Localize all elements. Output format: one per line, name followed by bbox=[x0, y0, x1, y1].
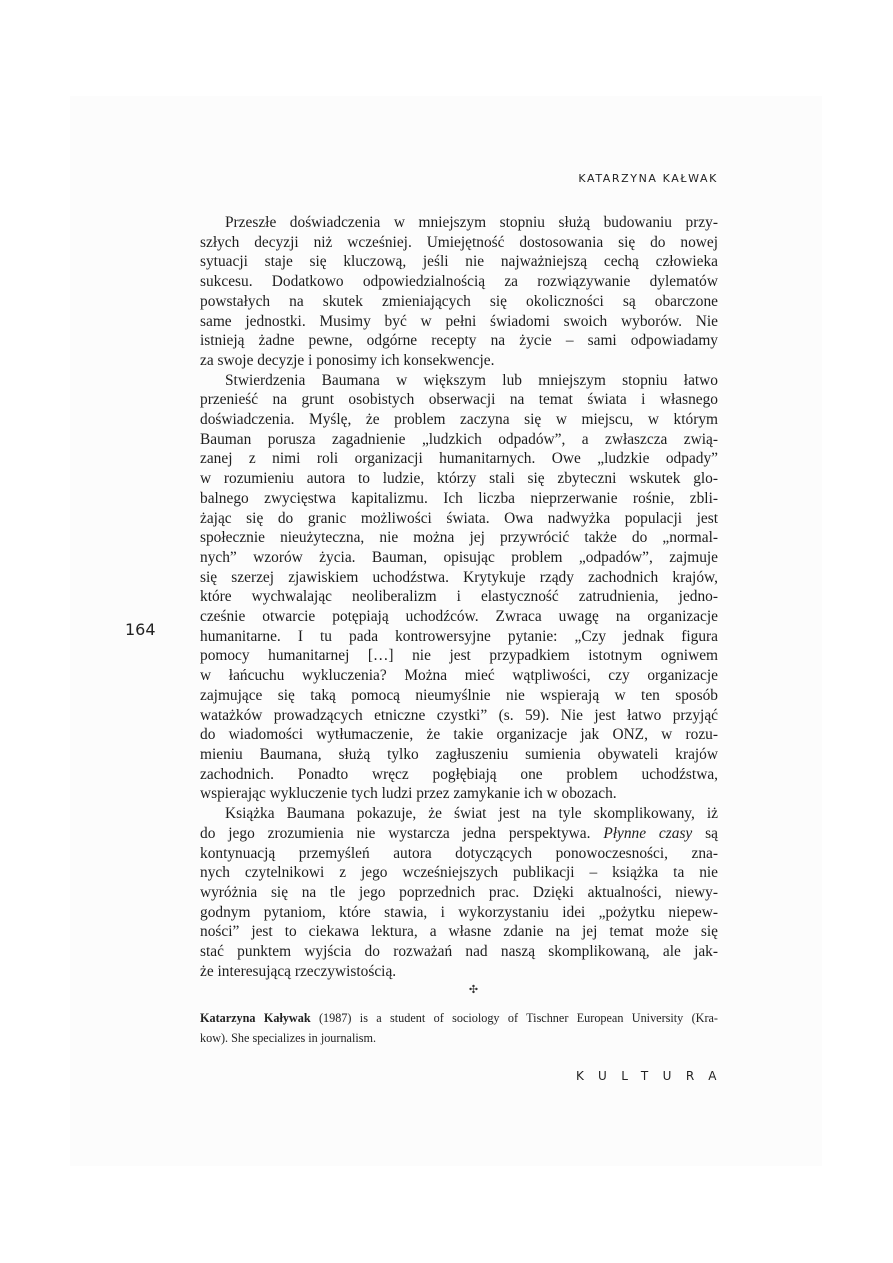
text-line: zachodnich. Ponadto wręcz pogłębiają one problem uchodźstwa, bbox=[200, 765, 718, 783]
text-line: mieniu Baumana, służą tylko zagłuszeniu sumienia obywateli krajów bbox=[200, 745, 718, 763]
text-line: sytuacji staje się kluczową, jeśli nie najważniejszą cechą człowieka bbox=[200, 253, 718, 271]
text-line-with-title bbox=[200, 824, 718, 844]
text-line: zajmujące się taką pomocą nieumyślnie nie wspierają w ten sposób bbox=[200, 686, 718, 704]
text-fragment: są bbox=[705, 824, 718, 842]
text-line: powstałych na skutek zmieniających się okoliczności są obarczone bbox=[200, 292, 718, 310]
text-line: watażków prowadzących etniczne czystki” (s. 59). Nie jest łatwo przyjąć bbox=[200, 706, 718, 724]
text-line: Przeszłe doświadczenia w mniejszym stopniu służą budowaniu przy- bbox=[225, 214, 718, 231]
text-fragment: do jego zrozumienia nie wystarcza jedna perspektywa. bbox=[200, 824, 591, 842]
text-line: istnieją żadne pewne, odgórne recepty na życie – sami odpowiadamy bbox=[200, 332, 718, 350]
text-line: społecznie nieużyteczna, nie można jej przywrócić także do „normal- bbox=[200, 529, 718, 547]
text-line: Bauman porusza zagadnienie „ludzkich odpadów”, a zwłaszcza zwią- bbox=[200, 430, 718, 448]
text-line: się szerzej zjawiskiem uchodźstwa. Krytykuje rządy zachodnich krajów, bbox=[200, 568, 718, 586]
journal-logo: KULTURA bbox=[575, 1069, 731, 1083]
text-line: do wiadomości wytłumaczenie, że takie organizacje jak ONZ, w rozu- bbox=[200, 726, 718, 744]
text-line: humanitarne. I tu pada kontrowersyjne pytanie: „Czy jednak figura bbox=[200, 627, 718, 645]
text-line: pomocy humanitarnej […] nie jest przypadkiem istotnym ogniwem bbox=[200, 647, 718, 665]
bio-line: kow). She specializes in journalism. bbox=[200, 1031, 377, 1045]
text-line: że interesującą rzeczywistością. bbox=[200, 962, 397, 980]
bio-text: (1987) is a student of sociology of Tischner European University (Kra- bbox=[318, 1011, 718, 1025]
text-line: Stwierdzenia Baumana w większym lub mniejszym stopniu łatwo bbox=[225, 371, 718, 389]
text-line: balnego zwycięstwa kapitalizmu. Ich liczba nieprzerwanie rośnie, zbli- bbox=[200, 489, 718, 507]
article-body bbox=[200, 213, 718, 981]
text-line: zanej z nimi roli organizacji humanitarnych. Owe „ludzkie odpady” bbox=[200, 450, 718, 468]
text-line: kontynuacją przemyśleń autora dotyczących ponowoczesności, zna- bbox=[200, 844, 718, 862]
author-bio bbox=[200, 1008, 718, 1048]
text-line: doświadczenia. Myślę, że problem zaczyna się w miejscu, w którym bbox=[200, 411, 718, 429]
text-line: cześnie otwarcie potępiają uchodźców. Zwraca uwagę na organizacje bbox=[200, 608, 718, 626]
text-line: szłych decyzji niż wcześniej. Umiejętność dostosowania się do nowej bbox=[200, 233, 718, 251]
text-line: same jednostki. Musimy być w pełni świadomi swoich wyborów. Nie bbox=[200, 312, 718, 330]
text-line: w łańcuchu wykluczenia? Można mieć wątpliwości, czy organizacje bbox=[200, 667, 718, 685]
text-line: za swoje decyzje i ponosimy ich konsekwencje. bbox=[200, 351, 495, 369]
running-head: KATARZYNA KAŁWAK bbox=[578, 172, 718, 185]
text-line: nych czytelnikowi z jego wcześniejszych publikacji – książka ta nie bbox=[200, 864, 718, 882]
bio-line bbox=[200, 1008, 718, 1028]
text-line: ności” jest to ciekawa lektura, a własne zdanie na jej temat może się bbox=[200, 923, 718, 941]
text-line: które wychwalając neoliberalizm i elastyczność zatrudnienia, jedno- bbox=[200, 588, 718, 606]
book-title: Płynne czasy bbox=[603, 824, 693, 842]
text-line: wyróżnia się na tle jego poprzednich prac. Dzięki aktualności, niewy- bbox=[200, 883, 718, 901]
text-line: wspierając wykluczenie tych ludzi przez zamykanie ich w obozach. bbox=[200, 785, 617, 803]
text-line: przenieść na grunt osobistych obserwacji na temat świata i własnego bbox=[200, 391, 718, 409]
page-number: 164 bbox=[125, 620, 156, 639]
text-line: nych” wzorów życia. Bauman, opisując problem „odpadów”, zajmuje bbox=[200, 548, 718, 566]
text-line: w rozumieniu autora to ludzie, którzy stali się zbyteczni wskutek glo- bbox=[200, 470, 718, 488]
text-line: stać punktem wyjścia do rozważań nad naszą skomplikowaną, ale jak- bbox=[200, 943, 718, 961]
section-ornament-icon: ✣ bbox=[468, 983, 479, 996]
text-line: godnym pytaniom, które stawia, i wykorzystaniu idei „pożytku niepew- bbox=[200, 903, 718, 921]
author-name: Katarzyna Kaływak bbox=[200, 1011, 311, 1025]
text-line: Książka Baumana pokazuje, że świat jest na tyle skomplikowany, iż bbox=[225, 805, 718, 823]
text-line: żając się do granic możliwości świata. Owa nadwyżka populacji jest bbox=[200, 509, 718, 527]
text-line: sukcesu. Dodatkowo odpowiedzialnością za rozwiązywanie dylematów bbox=[200, 273, 718, 291]
